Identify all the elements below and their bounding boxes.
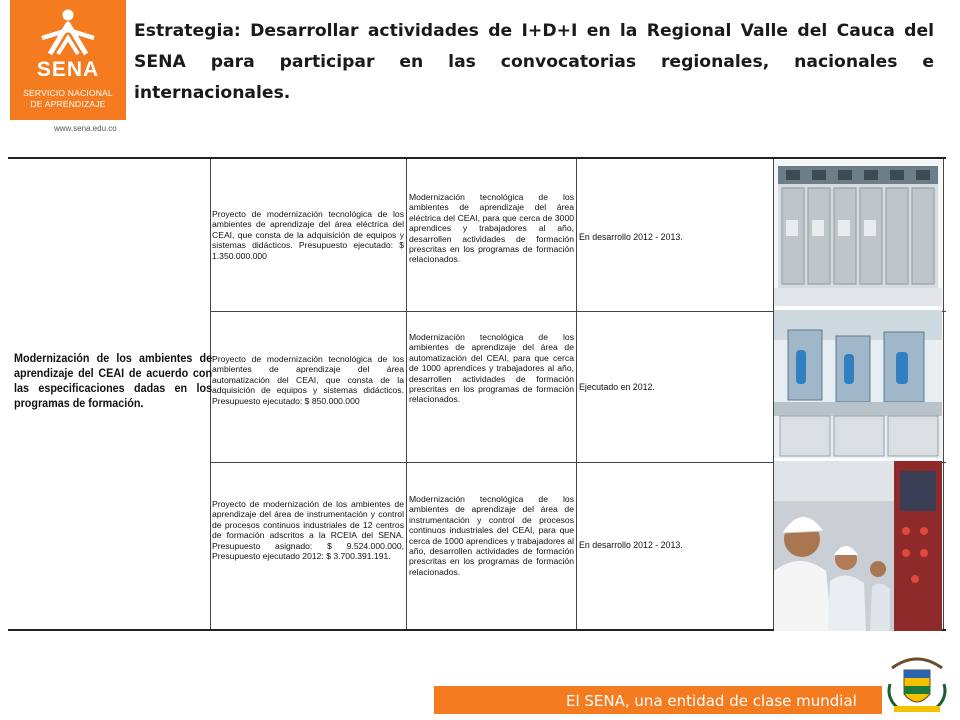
sena-logo (10, 0, 126, 135)
logo-brand: SENA (36, 58, 100, 81)
automation-lab-photo (774, 310, 942, 458)
status-cell-2: Ejecutado en 2012. (579, 382, 655, 392)
logo-subtitle-line1: SERVICIO NACIONAL (23, 88, 113, 98)
impact-cell-2: Modernización tecnológica de los ambientes de aprendizaje del área de automatización del CEAI, para que cerca de 1000 aprendices y trabajadores al año, desarrollen actividades de formación prescritas en los programas de formación relacionados. (409, 332, 574, 405)
project-cell-2: Proyecto de modernización tecnológica de los ambientes de aprendizaje del área automatización del CEAI, que consta de la adquisición de equipos y sistemas didácticos. Presupuesto ejecutado: $ 850.000.000 (212, 354, 404, 406)
column-divider (406, 159, 407, 629)
sena-emblem-icon (40, 8, 96, 60)
impact-cell-1: Modernización tecnológica de los ambientes de aprendizaje del área eléctrica del CEAI, para que cerca de 3000 aprendices y trabajadores al año, desarrollen actividades de formación prescritas en los programas de formación relacionados. (409, 192, 574, 265)
colombia-coat-of-arms-icon (884, 654, 950, 716)
status-cell-3: En desarrollo 2012 - 2013. (579, 540, 683, 550)
column-divider (576, 159, 577, 629)
impact-cell-3: Modernización tecnológica de los ambientes de aprendizaje del área de instrumentación y control de procesos continuos industriales del CEAI, para que cerca de 1000 aprendices y trabajadores al año, desarrollen actividades de formación prescritas en los programas de formación relacionados. (409, 494, 574, 577)
logo-url-area (10, 120, 126, 136)
page-title: Estrategia: Desarrollar actividades de I+D+I en la Regional Valle del Cauca del SENA para participar en las convocatorias regionales, nacionales e internacionales. (134, 21, 934, 103)
logo-subtitle (10, 88, 126, 110)
footer-tagline-bar (434, 686, 882, 714)
status-cell-1: En desarrollo 2012 - 2013. (579, 232, 683, 242)
logo-url: www.sena.edu.co (54, 124, 117, 133)
electrical-cabinets-photo (774, 160, 942, 306)
footer-tagline: El SENA, una entidad de clase mundial (566, 692, 857, 710)
logo-subtitle-line2: DE APRENDIZAJE (30, 99, 106, 109)
column-divider (943, 159, 944, 629)
project-cell-1: Proyecto de modernización tecnológica de los ambientes de aprendizaje del área eléctrica del CEAI, que consta de la adquisición de equipos y sistemas didácticos. Presupuesto ejecutado: $ 1.350.000.000 (212, 209, 404, 261)
instrumentation-workers-photo (774, 461, 942, 631)
strategy-cell: Modernización de los ambientes de aprendizaje del CEAI de acuerdo con las especificaciones dadas en los programas de formación. (14, 352, 213, 410)
project-cell-3: Proyecto de modernización de los ambientes de aprendizaje del área de instrumentación y control de procesos continuos industriales de 12 centros de formación adscritos a la RCEIA del SENA. Presupuesto asignado: $ 9.524.000.000, Presupuesto ejecutado 2012: $ 3.700.391.191. (212, 499, 404, 562)
